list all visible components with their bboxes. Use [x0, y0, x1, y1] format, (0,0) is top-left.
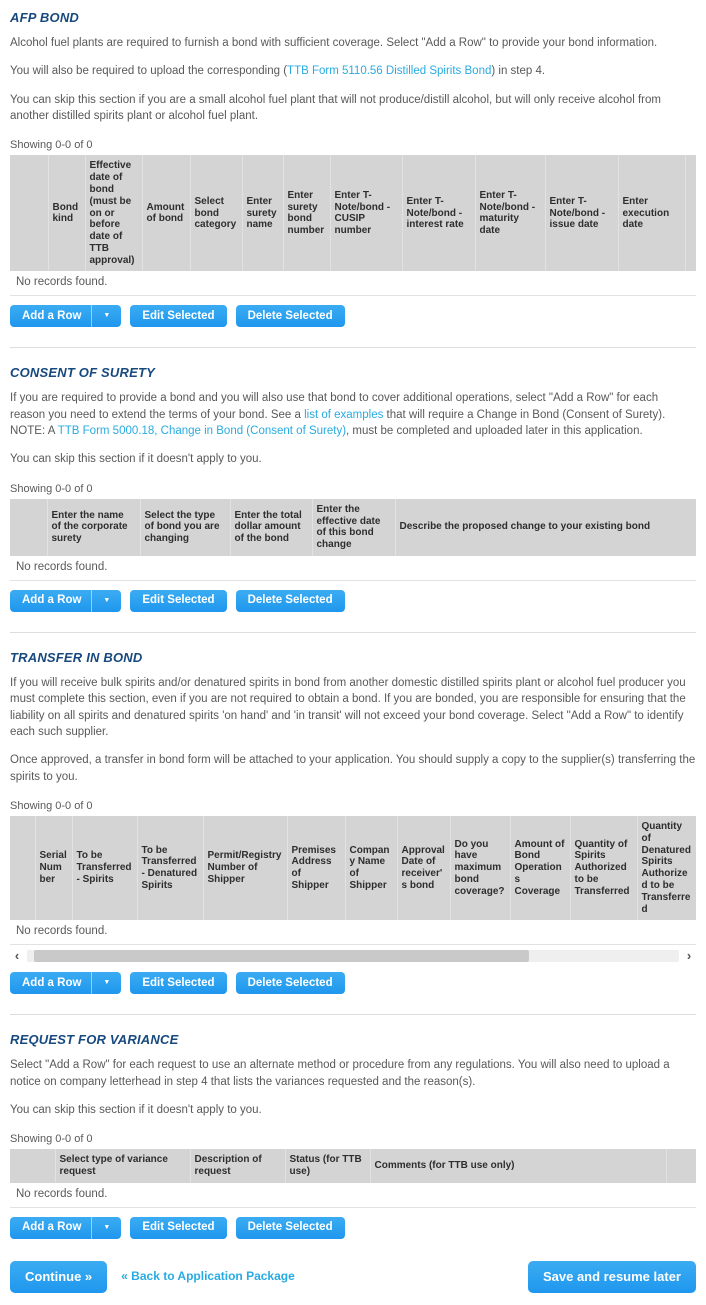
dropdown-caret-icon[interactable]: ▼ — [103, 1223, 111, 1231]
edit-selected-button[interactable]: Edit Selected — [130, 305, 226, 327]
request-for-variance-table — [10, 1149, 696, 1208]
dropdown-caret-icon[interactable]: ▼ — [103, 979, 111, 987]
column-header: Do you have maximum bond coverage? — [450, 816, 510, 920]
transfer-intro — [10, 675, 696, 740]
select-column-header — [10, 1149, 55, 1183]
footer-navigation — [10, 1261, 696, 1293]
table-row — [10, 556, 696, 581]
select-column-header — [10, 816, 35, 920]
section-consent-of-surety — [10, 365, 696, 612]
section-request-for-variance — [10, 1032, 696, 1239]
list-of-examples-link[interactable]: list of examples — [304, 408, 384, 421]
paragraph-text: You can skip this section if it doesn't apply to you. — [10, 453, 262, 466]
section-divider — [10, 347, 696, 348]
column-header: Quantity of Denatured Spirits Authorized to be Transferred — [637, 816, 696, 920]
transfer-actions — [10, 972, 696, 994]
paragraph-text: You can skip this section if it doesn't apply to you. — [10, 1103, 262, 1116]
delete-selected-button[interactable]: Delete Selected — [236, 972, 345, 994]
paragraph-text: that will require a Change in Bond (Consent of Surety). NOTE: A — [10, 408, 666, 438]
paragraph-text: If you are required to provide a bond and you will also use that bond to cover additional operations, select "Add a Row" for each reason you need to extend the terms of your bond. See a — [10, 392, 659, 421]
no-records-message: No records found. — [10, 920, 696, 945]
column-header: Description of request — [190, 1149, 285, 1183]
table-row — [10, 1183, 696, 1208]
table-header-row — [10, 155, 696, 271]
delete-selected-button[interactable]: Delete Selected — [236, 1217, 345, 1239]
consent-intro — [10, 390, 696, 439]
table-horizontal-scrollbar[interactable] — [10, 948, 696, 963]
table-header-row — [10, 1149, 696, 1183]
scroll-right-icon[interactable]: › — [686, 948, 692, 964]
column-header: Comments (for TTB use only) — [370, 1149, 666, 1183]
paragraph-text: Select "Add a Row" for each request to use an alternate method or procedure from any regulations. You will also need to upload a notice on company letterhead in step 4 that lists the variances requested and the reason(s). — [10, 1059, 670, 1088]
no-records-message: No records found. — [10, 271, 696, 296]
column-header: Enter execution date — [618, 155, 685, 271]
column-header: Serial Number — [35, 816, 72, 920]
showing-count: Showing 0-0 of 0 — [10, 1133, 93, 1146]
section-title: REQUEST FOR VARIANCE — [10, 1032, 179, 1048]
section-title: CONSENT OF SURETY — [10, 365, 155, 381]
ttb-form-5110-56-link[interactable]: TTB Form 5110.56 Distilled Spirits Bond — [287, 65, 492, 78]
add-row-label: Add a Row — [22, 976, 82, 989]
delete-selected-button[interactable]: Delete Selected — [236, 590, 345, 612]
column-header: Quantity of Spirits Authorized to be Transferred — [570, 816, 637, 920]
variance-intro — [10, 1057, 696, 1090]
column-header: Effective date of bond (must be on or before date of TTB approval) — [85, 155, 142, 271]
column-header: Enter T-Note/bond - issue date — [545, 155, 618, 271]
add-row-button[interactable] — [10, 1217, 121, 1239]
column-header: Company Name of Shipper — [345, 816, 397, 920]
transfer-in-bond-table — [10, 816, 696, 945]
delete-selected-button[interactable]: Delete Selected — [236, 305, 345, 327]
save-and-resume-later-button[interactable]: Save and resume later — [528, 1261, 696, 1293]
table-header-row — [10, 816, 696, 920]
add-row-label: Add a Row — [22, 594, 82, 607]
column-header: Enter T-Note/bond - interest rate — [402, 155, 475, 271]
table-row — [10, 271, 696, 296]
afp-bond-actions — [10, 305, 696, 327]
afp-bond-skip-note — [10, 92, 696, 125]
column-header: To be Transferred - Denatured Spirits — [137, 816, 203, 920]
table-header-row — [10, 499, 696, 556]
paragraph-text: If you will receive bulk spirits and/or denatured spirits in bond from another domestic distilled spirits plant or alcohol fuel producer you must complete this section, even if you are not required to obtain a bond. If you are bonded, you are responsible for ensuring that the liability on all spirits and denatured spirits 'on hand' and 'in transit' will not exceed your bond coverage. Select "Add a Row" to identify each such supplier. — [10, 676, 686, 738]
scrollbar-thumb[interactable] — [34, 950, 530, 962]
section-transfer-in-bond — [10, 650, 696, 994]
afp-bond-intro — [10, 35, 696, 51]
column-header: Permit/Registry Number of Shipper — [203, 816, 287, 920]
column-header: Amount of Bond Operations Coverage — [510, 816, 570, 920]
column-header: Select bond category — [190, 155, 242, 271]
column-header: Enter surety bond number — [283, 155, 330, 271]
consent-skip-note — [10, 451, 696, 467]
add-row-button[interactable] — [10, 972, 121, 994]
afp-bond-upload-note — [10, 63, 696, 79]
scroll-left-icon[interactable]: ‹ — [14, 948, 20, 964]
add-row-label: Add a Row — [22, 1221, 82, 1234]
select-column-header — [10, 499, 47, 556]
ttb-form-5000-18-link[interactable]: TTB Form 5000.18, Change in Bond (Consent of Surety) — [57, 425, 347, 438]
column-header: Amount of bond — [142, 155, 190, 271]
edit-selected-button[interactable]: Edit Selected — [130, 590, 226, 612]
add-row-button[interactable] — [10, 590, 121, 612]
section-divider — [10, 632, 696, 633]
column-header: Bond kind — [48, 155, 85, 271]
column-header: Enter surety name — [242, 155, 283, 271]
section-afp-bond — [10, 10, 696, 327]
paragraph-text: Alcohol fuel plants are required to furnish a bond with sufficient coverage. Select "Add a Row" to provide your bond information. — [10, 37, 658, 49]
column-header: Enter T-Note/bond - maturity date — [475, 155, 545, 271]
dropdown-caret-icon[interactable]: ▼ — [103, 596, 111, 604]
paragraph-text: Once approved, a transfer in bond form will be attached to your application. You should supply a copy to the supplier(s) transferring the spirits to you. — [10, 754, 696, 783]
column-header: Enter the name of the corporate surety — [47, 499, 140, 556]
edit-selected-button[interactable]: Edit Selected — [130, 972, 226, 994]
transfer-approved-note — [10, 752, 696, 785]
showing-count: Showing 0-0 of 0 — [10, 482, 93, 495]
select-column-header — [10, 155, 48, 271]
edit-selected-button[interactable]: Edit Selected — [130, 1217, 226, 1239]
paragraph-text: You can skip this section if you are a small alcohol fuel plant that will not produce/distill alcohol, but will only receive alcohol from another distilled spirits plant or alcohol fuel plant. — [10, 93, 661, 122]
afp-bond-table — [10, 155, 696, 296]
column-header: Approval Date of receiver's bond — [397, 816, 450, 920]
showing-count: Showing 0-0 of 0 — [10, 799, 93, 812]
showing-count: Showing 0-0 of 0 — [10, 139, 93, 152]
scrollbar-track[interactable] — [27, 950, 679, 962]
section-title: TRANSFER IN BOND — [10, 649, 143, 665]
column-header: Enter the total dollar amount of the bond — [230, 499, 312, 556]
column-header: Select type of variance request — [55, 1149, 190, 1183]
consent-actions — [10, 590, 696, 612]
consent-of-surety-table — [10, 499, 696, 581]
add-row-label: Add a Row — [22, 309, 82, 322]
column-header: Select the type of bond you are changing — [140, 499, 230, 556]
section-divider — [10, 1014, 696, 1015]
column-header: Enter the effective date of this bond change — [312, 499, 395, 556]
variance-actions — [10, 1217, 696, 1239]
paragraph-text: You will also be required to upload the corresponding ( — [10, 65, 288, 78]
column-header: Enter T-Note/bond - CUSIP number — [330, 155, 402, 271]
continue-button[interactable]: Continue » — [10, 1261, 107, 1293]
paragraph-text: , must be completed and uploaded later in this application. — [346, 425, 643, 438]
spacer-column-header — [666, 1149, 696, 1183]
column-header: Status (for TTB use) — [285, 1149, 370, 1183]
table-row — [10, 920, 696, 945]
paragraph-text: ) in step 4. — [491, 65, 546, 78]
no-records-message: No records found. — [10, 1183, 696, 1208]
no-records-message: No records found. — [10, 556, 696, 581]
column-header: Premises Address of Shipper — [287, 816, 345, 920]
page-title: AFP BOND — [10, 10, 80, 25]
spacer-column-header — [685, 155, 696, 271]
back-to-application-package-link[interactable]: « Back to Application Package — [121, 1268, 295, 1283]
add-row-button[interactable] — [10, 305, 121, 327]
dropdown-caret-icon[interactable]: ▼ — [103, 312, 111, 320]
column-header: To be Transferred - Spirits — [72, 816, 137, 920]
column-header: Describe the proposed change to your existing bond — [395, 499, 696, 556]
variance-skip-note — [10, 1102, 696, 1118]
